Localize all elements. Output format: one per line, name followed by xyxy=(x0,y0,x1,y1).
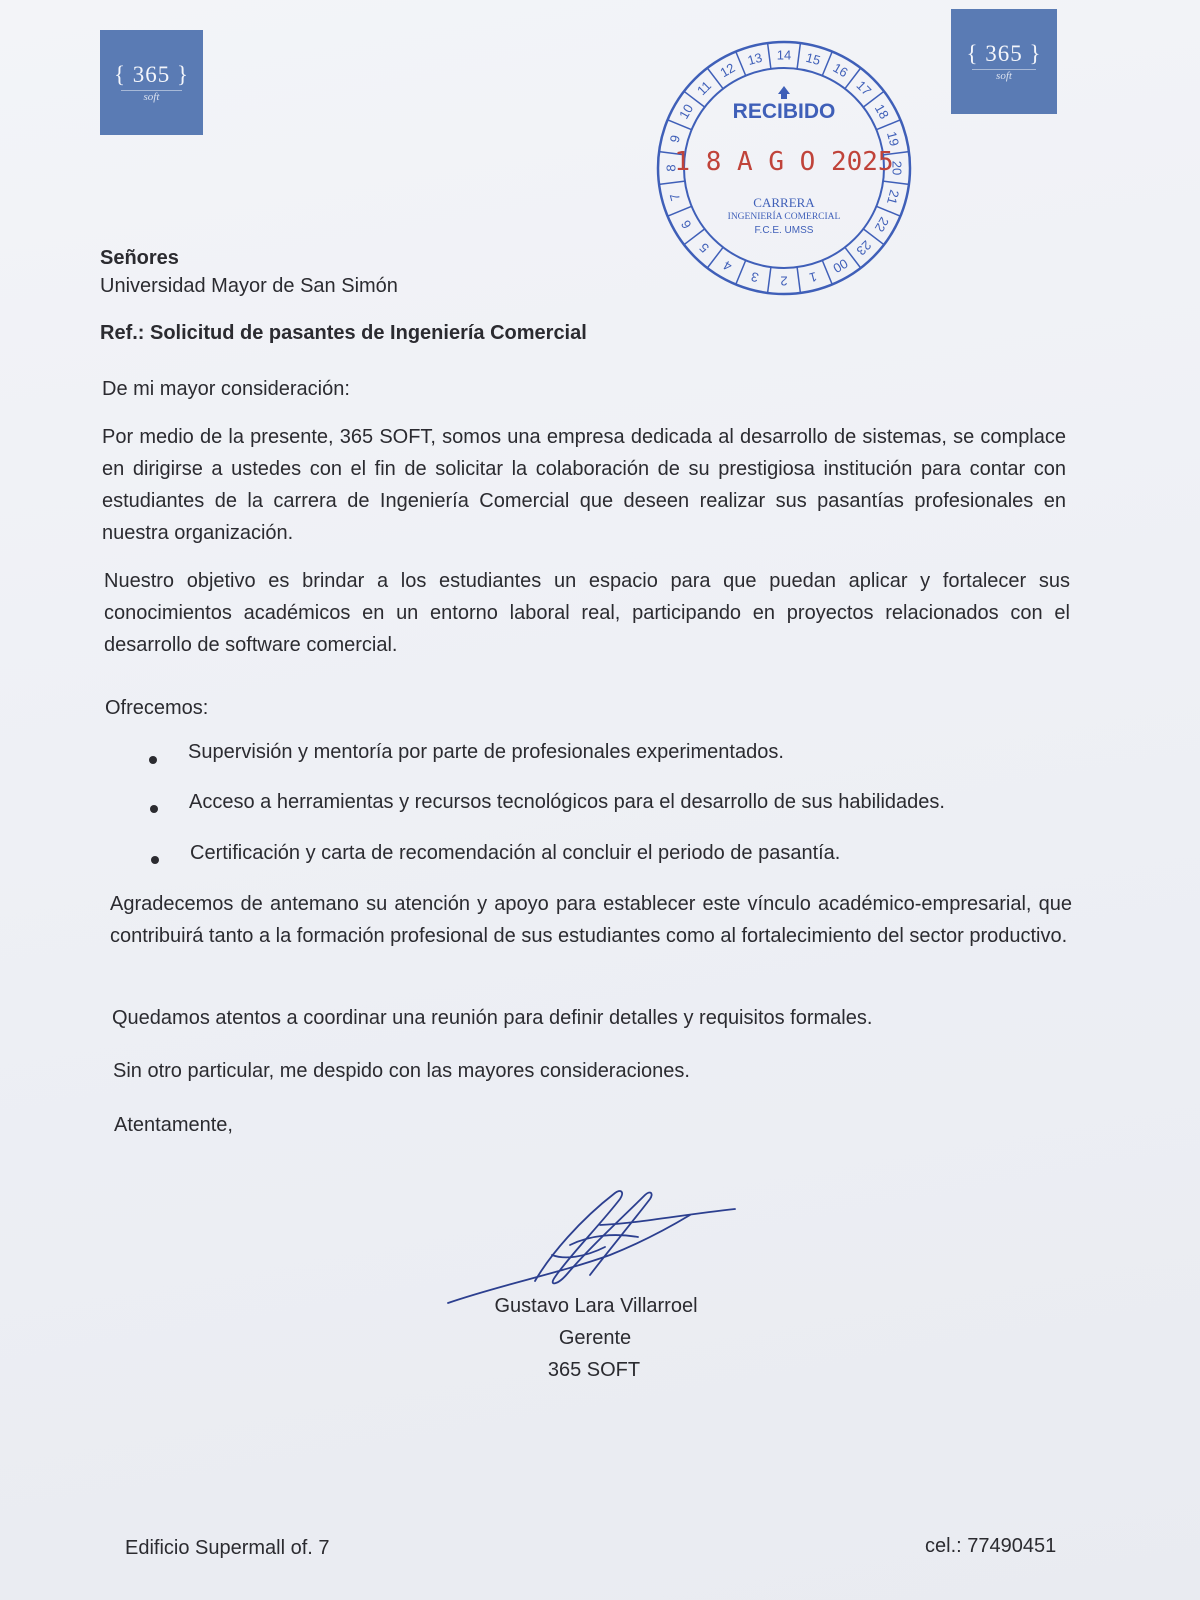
paragraph-meeting: Quedamos atentos a coordinar una reunión para definir detalles y requisitos formales. xyxy=(112,1007,873,1029)
stamp-ring-number: 1 xyxy=(807,268,819,286)
stamp-ring-number: 9 xyxy=(666,133,684,145)
salutation: Señores xyxy=(100,247,179,269)
stamp-ring-number: 23 xyxy=(853,237,875,259)
stamp-ring-divider xyxy=(876,120,900,130)
stamp-ring-divider xyxy=(768,43,771,69)
company-logo-right xyxy=(951,9,1057,114)
paragraph-intro: Por medio de la presente, 365 SOFT, somos una empresa dedicada al desarrollo de sistemas, se complace en dirigirse a ustedes con el fin de solicitar la colaboración de su prestigiosa institución para contar con estudiantes de la carrera de Ingeniería Comercial que deseen realizar sus pasantías profesionales en nuestra organización. xyxy=(102,426,1066,544)
arrow-up-icon xyxy=(778,86,790,99)
stamp-ring-divider xyxy=(768,267,771,293)
stamp-ring-number: 14 xyxy=(776,47,792,63)
stamp-ring-number: 00 xyxy=(830,255,851,277)
stamp-ring-number: 17 xyxy=(853,77,875,99)
stamp-ring-number: 19 xyxy=(883,129,903,148)
reference-line: Ref.: Solicitud de pasantes de Ingeniería Comercial xyxy=(100,322,587,344)
stamp-dept-line2: INGENIERÍA COMERCIAL xyxy=(727,212,841,222)
paragraph-thanks: Agradecemos de antemano su atención y apoyo para establecer este vínculo académico-empresarial, que contribuirá tanto a la formación profesional de sus estudiantes como al fortalecimiento del sector productivo. xyxy=(110,893,1072,947)
footer-address: Edificio Supermall of. 7 xyxy=(125,1537,330,1559)
received-stamp xyxy=(652,36,916,300)
stamp-ring-divider xyxy=(797,267,800,293)
stamp-ring-number: 2 xyxy=(780,273,788,289)
logo-sub-text: soft xyxy=(121,90,183,103)
stamp-ring-number: 6 xyxy=(677,217,695,232)
stamp-ring-divider xyxy=(707,247,723,268)
footer-phone: cel.: 77490451 xyxy=(925,1535,1057,1557)
stamp-ring-divider xyxy=(797,43,800,69)
stamp-ring-divider xyxy=(659,181,685,184)
stamp-ring-divider xyxy=(883,181,909,184)
stamp-ring-number: 7 xyxy=(666,191,684,203)
logo-sub-text: soft xyxy=(972,69,1036,82)
offer-item: Certificación y carta de recomendación al concluir el periodo de pasantía. xyxy=(190,842,841,864)
stamp-ring-number: 3 xyxy=(749,268,761,286)
stamp-date: 1 8 A G O 2025 xyxy=(674,147,894,177)
logo-brand-text: { 365 } xyxy=(113,62,190,87)
stamp-ring-number: 16 xyxy=(830,59,851,81)
offer-item: Acceso a herramientas y recursos tecnológicos para el desarrollo de sus habilidades. xyxy=(189,791,945,813)
closing: Atentamente, xyxy=(114,1114,233,1136)
signer-company: 365 SOFT xyxy=(547,1359,641,1381)
offer-heading: Ofrecemos: xyxy=(105,697,209,719)
stamp-ring-divider xyxy=(684,229,705,245)
bullet-icon xyxy=(149,756,157,764)
paragraph-objective: Nuestro objetivo es brindar a los estudiantes un espacio para que puedan aplicar y fortalecer sus conocimientos académicos en un entorno laboral real, participando en proyectos relacionados con el desarrollo de software comercial. xyxy=(104,570,1070,656)
stamp-ring-number: 10 xyxy=(675,101,697,122)
logo-brand-text: { 365 } xyxy=(966,41,1042,66)
stamp-ring-number: 21 xyxy=(883,188,903,207)
stamp-ring-number: 13 xyxy=(745,49,764,69)
stamp-ring-divider xyxy=(822,260,832,284)
stamp-ring-number: 18 xyxy=(871,101,893,122)
bullet-icon xyxy=(150,805,158,813)
company-logo-left xyxy=(100,30,203,135)
greeting: De mi mayor consideración: xyxy=(102,378,350,400)
paragraph-farewell: Sin otro particular, me despido con las mayores consideraciones. xyxy=(113,1060,690,1082)
stamp-ring-number: 22 xyxy=(871,214,893,235)
stamp-ring-number: 5 xyxy=(696,240,712,256)
signer-role: Gerente xyxy=(558,1327,632,1349)
stamp-ring-number: 20 xyxy=(889,160,905,176)
offer-item: Supervisión y mentoría por parte de profesionales experimentados. xyxy=(188,741,784,763)
stamp-ring-divider xyxy=(668,206,692,216)
stamp-ring-number: 11 xyxy=(694,78,715,99)
stamp-ring-number: 4 xyxy=(720,257,735,275)
signer-name: Gustavo Lara Villarroel xyxy=(494,1295,698,1317)
stamp-ring-number: 8 xyxy=(663,164,679,172)
stamp-dept-line1: CARRERA xyxy=(753,195,815,210)
stamp-ring-divider xyxy=(736,260,746,284)
stamp-title: RECIBIDO xyxy=(732,100,836,123)
stamp-ring-number: 15 xyxy=(804,49,823,69)
stamp-dept-line3: F.C.E. UMSS xyxy=(754,225,814,236)
stamp-ring-number: 12 xyxy=(717,59,738,81)
stamp-ring-divider xyxy=(736,52,746,76)
bullet-icon xyxy=(151,856,159,864)
recipient: Universidad Mayor de San Simón xyxy=(100,275,398,297)
